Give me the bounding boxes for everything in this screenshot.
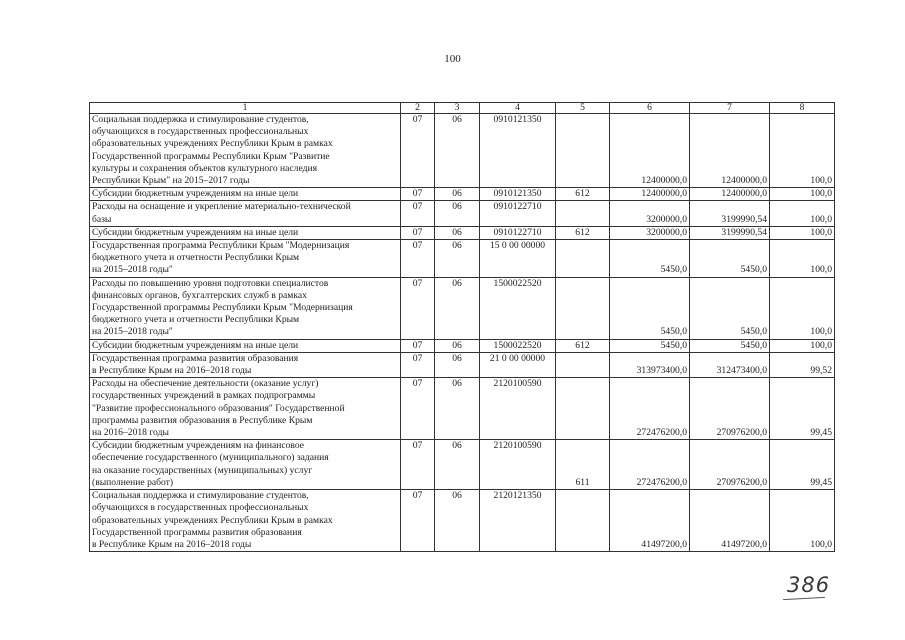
cell-c5: 612 xyxy=(556,226,610,239)
cell-c3: 06 xyxy=(435,188,480,201)
cell-c4: 2120121350 xyxy=(480,490,556,552)
cell-c8: 100,0 xyxy=(770,201,835,226)
handwritten-underline xyxy=(783,597,825,600)
cell-c2: 07 xyxy=(401,339,435,352)
row-description: Государственная программа Республики Крым "Модернизация бюджетного учета и отчетности Республики Крым на 2015–2018 годы" xyxy=(90,240,401,278)
cell-c6: 272476200,0 xyxy=(610,440,690,490)
table-row xyxy=(90,277,835,339)
cell-c7: 3199990,54 xyxy=(690,226,770,239)
cell-c2: 07 xyxy=(401,201,435,226)
row-description: Субсидии бюджетным учреждениям на финансовое обеспечение государственного (муниципального) задания на оказание государственных (муниципальных) услуг (выполнение работ) xyxy=(90,440,401,490)
cell-c8: 99,45 xyxy=(770,378,835,440)
cell-c8: 99,52 xyxy=(770,352,835,377)
cell-c3: 06 xyxy=(435,378,480,440)
cell-c5: 612 xyxy=(556,188,610,201)
cell-c7: 5450,0 xyxy=(690,240,770,278)
cell-c7: 5450,0 xyxy=(690,339,770,352)
row-description: Субсидии бюджетным учреждениям на иные цели xyxy=(90,188,401,201)
cell-c7: 270976200,0 xyxy=(690,378,770,440)
cell-c5 xyxy=(556,378,610,440)
table-row xyxy=(90,440,835,490)
header-cell: 1 xyxy=(90,103,401,114)
cell-c8: 100,0 xyxy=(770,490,835,552)
cell-c2: 07 xyxy=(401,352,435,377)
cell-c6: 3200000,0 xyxy=(610,226,690,239)
cell-c2: 07 xyxy=(401,378,435,440)
cell-c8: 99,45 xyxy=(770,440,835,490)
header-cell: 8 xyxy=(770,103,835,114)
cell-c5 xyxy=(556,352,610,377)
handwritten-page-number: 386 xyxy=(787,573,831,597)
budget-table xyxy=(89,102,835,552)
header-cell: 5 xyxy=(556,103,610,114)
cell-c8: 100,0 xyxy=(770,226,835,239)
cell-c3: 06 xyxy=(435,277,480,339)
cell-c7: 312473400,0 xyxy=(690,352,770,377)
cell-c4: 2120100590 xyxy=(480,440,556,490)
cell-c3: 06 xyxy=(435,352,480,377)
cell-c2: 07 xyxy=(401,440,435,490)
cell-c5: 611 xyxy=(556,440,610,490)
cell-c6: 5450,0 xyxy=(610,240,690,278)
cell-c6: 5450,0 xyxy=(610,339,690,352)
header-cell: 3 xyxy=(435,103,480,114)
cell-c8: 100,0 xyxy=(770,188,835,201)
cell-c4: 1500022520 xyxy=(480,339,556,352)
cell-c2: 07 xyxy=(401,114,435,188)
cell-c8: 100,0 xyxy=(770,277,835,339)
row-description: Государственная программа развития образования в Республике Крым на 2016–2018 годы xyxy=(90,352,401,377)
cell-c4: 1500022520 xyxy=(480,277,556,339)
cell-c7: 270976200,0 xyxy=(690,440,770,490)
table-header-row xyxy=(90,103,835,114)
cell-c3: 06 xyxy=(435,201,480,226)
row-description: Расходы по повышению уровня подготовки специалистов финансовых органов, бухгалтерских служб в рамках Государственной программы Республики Крым "Модернизация бюджетного учета и отчетности Республики Крым на 2015–2018 годы" xyxy=(90,277,401,339)
row-description: Расходы на обеспечение деятельности (оказание услуг) государственных учреждений в рамках подпрограммы "Развитие профессионального образования" Государственной программы развития образования в Республике Крым на 2016–2018 годы xyxy=(90,378,401,440)
cell-c3: 06 xyxy=(435,440,480,490)
cell-c5 xyxy=(556,114,610,188)
table-row xyxy=(90,188,835,201)
cell-c7: 41497200,0 xyxy=(690,490,770,552)
cell-c5 xyxy=(556,277,610,339)
header-cell: 7 xyxy=(690,103,770,114)
cell-c4: 21 0 00 00000 xyxy=(480,352,556,377)
row-description: Социальная поддержка и стимулирование студентов, обучающихся в государственных профессиональных образовательных учреждениях Республики Крым в рамках Государственной программы развития образования в Республике Крым на 2016–2018 годы xyxy=(90,490,401,552)
cell-c2: 07 xyxy=(401,226,435,239)
cell-c7: 12400000,0 xyxy=(690,114,770,188)
row-description: Социальная поддержка и стимулирование студентов, обучающихся в государственных профессиональных образовательных учреждениях Республики Крым в рамках Государственной программы Республики Крым "Развитие культуры и сохранения объектов культурного наследия Республики Крым" на 2015–2017 годы xyxy=(90,114,401,188)
cell-c3: 06 xyxy=(435,490,480,552)
cell-c6: 12400000,0 xyxy=(610,188,690,201)
header-cell: 2 xyxy=(401,103,435,114)
cell-c7: 12400000,0 xyxy=(690,188,770,201)
cell-c8: 100,0 xyxy=(770,114,835,188)
cell-c8: 100,0 xyxy=(770,339,835,352)
cell-c7: 5450,0 xyxy=(690,277,770,339)
cell-c6: 272476200,0 xyxy=(610,378,690,440)
cell-c5 xyxy=(556,201,610,226)
cell-c4: 15 0 00 00000 xyxy=(480,240,556,278)
table-row xyxy=(90,226,835,239)
cell-c8: 100,0 xyxy=(770,240,835,278)
row-description: Расходы на оснащение и укрепление материально-технической базы xyxy=(90,201,401,226)
cell-c5 xyxy=(556,490,610,552)
cell-c3: 06 xyxy=(435,240,480,278)
cell-c6: 41497200,0 xyxy=(610,490,690,552)
cell-c5 xyxy=(556,240,610,278)
table-row xyxy=(90,201,835,226)
cell-c4: 0910122710 xyxy=(480,201,556,226)
cell-c4: 0910121350 xyxy=(480,188,556,201)
cell-c5: 612 xyxy=(556,339,610,352)
cell-c6: 12400000,0 xyxy=(610,114,690,188)
table-row xyxy=(90,240,835,278)
cell-c2: 07 xyxy=(401,188,435,201)
table-row xyxy=(90,378,835,440)
cell-c6: 313973400,0 xyxy=(610,352,690,377)
row-description: Субсидии бюджетным учреждениям на иные цели xyxy=(90,339,401,352)
cell-c7: 3199990,54 xyxy=(690,201,770,226)
cell-c3: 06 xyxy=(435,339,480,352)
cell-c4: 0910122710 xyxy=(480,226,556,239)
cell-c4: 0910121350 xyxy=(480,114,556,188)
table-row xyxy=(90,352,835,377)
cell-c3: 06 xyxy=(435,226,480,239)
table-row xyxy=(90,490,835,552)
cell-c6: 5450,0 xyxy=(610,277,690,339)
header-cell: 4 xyxy=(480,103,556,114)
row-description: Субсидии бюджетным учреждениям на иные цели xyxy=(90,226,401,239)
table-row xyxy=(90,339,835,352)
page-number: 100 xyxy=(444,53,461,65)
cell-c2: 07 xyxy=(401,277,435,339)
table-row xyxy=(90,114,835,188)
cell-c6: 3200000,0 xyxy=(610,201,690,226)
header-cell: 6 xyxy=(610,103,690,114)
cell-c2: 07 xyxy=(401,240,435,278)
cell-c4: 2120100590 xyxy=(480,378,556,440)
cell-c2: 07 xyxy=(401,490,435,552)
cell-c3: 06 xyxy=(435,114,480,188)
